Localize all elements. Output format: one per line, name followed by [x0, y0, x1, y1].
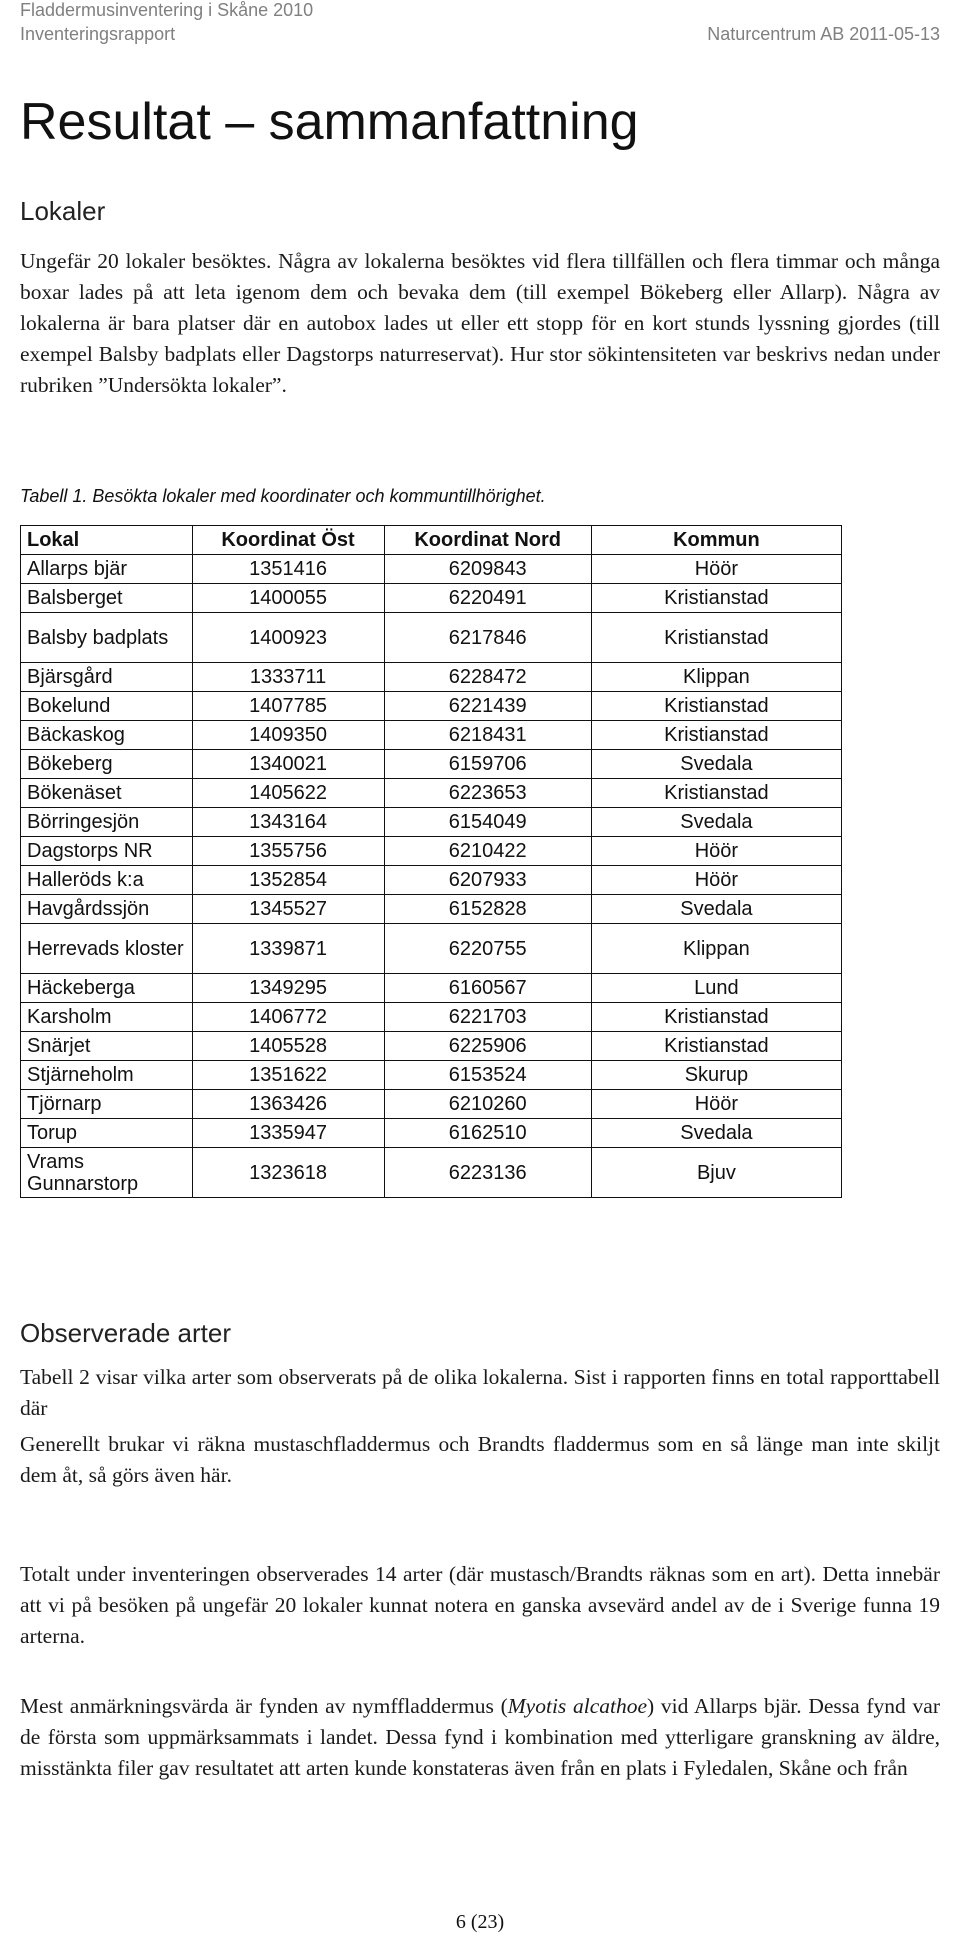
paragraph-arter-1: Tabell 2 visar vilka arter som observerats på de olika lokalerna. Sist i rapporten finns en total rapporttabell där [20, 1365, 940, 1420]
cell-koordinat-ost: 1351622 [192, 1061, 384, 1090]
column-header-lokal: Lokal [21, 526, 193, 555]
cell-lokal: Herrevads kloster [21, 924, 193, 974]
cell-lokal: Bjärsgård [21, 663, 193, 692]
table-row [21, 1061, 842, 1090]
cell-lokal: Halleröds k:a [21, 866, 193, 895]
cell-koordinat-ost: 1351416 [192, 555, 384, 584]
cell-lokal: Bökenäset [21, 779, 193, 808]
header-report-type: Inventeringsrapport [20, 24, 176, 44]
cell-koordinat-ost: 1409350 [192, 721, 384, 750]
cell-koordinat-nord: 6228472 [384, 663, 591, 692]
table-row [21, 1119, 842, 1148]
cell-kommun: Kristianstad [591, 692, 841, 721]
cell-kommun: Höör [591, 1090, 841, 1119]
cell-kommun: Kristianstad [591, 1003, 841, 1032]
cell-koordinat-ost: 1405622 [192, 779, 384, 808]
table-row [21, 555, 842, 584]
cell-lokal: Torup [21, 1119, 193, 1148]
cell-lokal: Vrams Gunnarstorp [21, 1148, 193, 1198]
section-heading-observerade-arter: Observerade arter [20, 1318, 231, 1348]
table-row [21, 866, 842, 895]
cell-koordinat-ost: 1335947 [192, 1119, 384, 1148]
paragraph-arter-2: Generellt brukar vi räkna mustaschfladdermus och Brandts fladdermus som en så länge man inte skiljt dem åt, så görs även här. [20, 1432, 940, 1487]
cell-koordinat-ost: 1355756 [192, 837, 384, 866]
cell-koordinat-ost: 1339871 [192, 924, 384, 974]
cell-koordinat-ost: 1333711 [192, 663, 384, 692]
cell-koordinat-ost: 1407785 [192, 692, 384, 721]
cell-kommun: Svedala [591, 1119, 841, 1148]
cell-lokal: Balsberget [21, 584, 193, 613]
table-row [21, 721, 842, 750]
cell-koordinat-ost: 1363426 [192, 1090, 384, 1119]
cell-koordinat-ost: 1352854 [192, 866, 384, 895]
cell-lokal: Havgårdssjön [21, 895, 193, 924]
cell-lokal: Karsholm [21, 1003, 193, 1032]
cell-kommun: Klippan [591, 924, 841, 974]
paragraph-arter-4 [20, 1691, 940, 1784]
cell-kommun: Svedala [591, 895, 841, 924]
cell-koordinat-nord: 6154049 [384, 808, 591, 837]
cell-koordinat-ost: 1405528 [192, 1032, 384, 1061]
cell-koordinat-ost: 1400055 [192, 584, 384, 613]
table-row [21, 895, 842, 924]
cell-koordinat-nord: 6221439 [384, 692, 591, 721]
cell-lokal: Börringesjön [21, 808, 193, 837]
cell-lokal: Dagstorps NR [21, 837, 193, 866]
column-header-kommun: Kommun [591, 526, 841, 555]
header-project: Fladdermusinventering i Skåne 2010 [20, 0, 314, 20]
cell-lokal: Bokelund [21, 692, 193, 721]
table-row [21, 974, 842, 1003]
cell-koordinat-nord: 6153524 [384, 1061, 591, 1090]
cell-lokal: Allarps bjär [21, 555, 193, 584]
cell-koordinat-ost: 1406772 [192, 1003, 384, 1032]
paragraph-arter-3: Totalt under inventeringen observerades 14 arter (där mustasch/Brandts räknas som en art). Detta innebär att vi på besöken på ungefär 20 lokaler kunnat notera en ganska avsevärd andel av de i Sverige funna 19 arterna. [20, 1562, 940, 1648]
table-row [21, 584, 842, 613]
cell-koordinat-nord: 6217846 [384, 613, 591, 663]
cell-kommun: Kristianstad [591, 779, 841, 808]
page-header [20, 0, 940, 52]
cell-koordinat-nord: 6210422 [384, 837, 591, 866]
table-row [21, 808, 842, 837]
table-row [21, 1003, 842, 1032]
cell-koordinat-nord: 6162510 [384, 1119, 591, 1148]
cell-kommun: Klippan [591, 663, 841, 692]
cell-koordinat-nord: 6209843 [384, 555, 591, 584]
cell-kommun: Kristianstad [591, 584, 841, 613]
page-number: 6 (23) [455, 1911, 505, 1933]
cell-koordinat-nord: 6221703 [384, 1003, 591, 1032]
cell-koordinat-ost: 1349295 [192, 974, 384, 1003]
cell-kommun: Höör [591, 866, 841, 895]
table-row [21, 1090, 842, 1119]
cell-koordinat-ost: 1340021 [192, 750, 384, 779]
table-row [21, 924, 842, 974]
cell-koordinat-ost: 1323618 [192, 1148, 384, 1198]
cell-koordinat-ost: 1400923 [192, 613, 384, 663]
table-row [21, 692, 842, 721]
cell-kommun: Svedala [591, 808, 841, 837]
table-row [21, 1148, 842, 1198]
cell-koordinat-nord: 6220491 [384, 584, 591, 613]
table-row [21, 613, 842, 663]
cell-koordinat-nord: 6225906 [384, 1032, 591, 1061]
species-name-myotis-alcathoe: Myotis alcathoe [507, 1694, 648, 1718]
table-row [21, 750, 842, 779]
cell-kommun: Bjuv [591, 1148, 841, 1198]
cell-koordinat-nord: 6160567 [384, 974, 591, 1003]
cell-koordinat-nord: 6152828 [384, 895, 591, 924]
column-header-koordinat-nord: Koordinat Nord [384, 526, 591, 555]
section-heading-lokaler: Lokaler [20, 196, 106, 226]
cell-lokal: Tjörnarp [21, 1090, 193, 1119]
cell-lokal: Stjärneholm [21, 1061, 193, 1090]
paragraph-arter-4-start: Mest anmärkningsvärda är fynden av nymffladdermus ( [20, 1694, 508, 1718]
cell-kommun: Höör [591, 555, 841, 584]
paragraph-arter-4-end: ) vid Allarps bjär. Dessa fynd var de första som uppmärksammats i landet. Dessa fynd i kombination med ytterligare granskning av äldre, misstänkta filer gav resultatet att arten kunde konstateras även från en plats i Fyledalen, Skåne och från [20, 1694, 940, 1780]
cell-koordinat-nord: 6223136 [384, 1148, 591, 1198]
cell-koordinat-nord: 6218431 [384, 721, 591, 750]
cell-kommun: Lund [591, 974, 841, 1003]
cell-lokal: Häckeberga [21, 974, 193, 1003]
cell-kommun: Kristianstad [591, 1032, 841, 1061]
cell-kommun: Skurup [591, 1061, 841, 1090]
cell-koordinat-nord: 6210260 [384, 1090, 591, 1119]
column-header-koordinat-ost: Koordinat Öst [192, 526, 384, 555]
cell-kommun: Kristianstad [591, 613, 841, 663]
table-caption: Tabell 1. Besökta lokaler med koordinater och kommuntillhörighet. [20, 486, 546, 506]
table-row [21, 837, 842, 866]
cell-koordinat-nord: 6207933 [384, 866, 591, 895]
cell-kommun: Höör [591, 837, 841, 866]
paragraph-lokaler: Ungefär 20 lokaler besöktes. Några av lokalerna besöktes vid flera tillfällen och flera timmar och många boxar lades på att leta igenom dem och bevaka dem (till exempel Bökeberg eller Allarp). Några av lokalerna är bara platser där en autobox lades ut eller ett stopp för en kort stunds lyssning gjordes (till exempel Balsby badplats eller Dagstorps naturreservat). Hur stor sökintensiteten var beskrivs nedan under rubriken ”Undersökta lokaler”. [20, 249, 940, 397]
page-title: Resultat – sammanfattning [20, 93, 639, 151]
table-row [21, 779, 842, 808]
cell-kommun: Svedala [591, 750, 841, 779]
header-author-date: Naturcentrum AB 2011-05-13 [707, 24, 940, 44]
lokaler-table [20, 525, 842, 1198]
cell-kommun: Kristianstad [591, 721, 841, 750]
cell-koordinat-ost: 1345527 [192, 895, 384, 924]
cell-koordinat-nord: 6159706 [384, 750, 591, 779]
table-header-row [21, 526, 842, 555]
table-row [21, 1032, 842, 1061]
cell-lokal: Bäckaskog [21, 721, 193, 750]
cell-koordinat-nord: 6223653 [384, 779, 591, 808]
cell-lokal: Balsby badplats [21, 613, 193, 663]
cell-lokal: Snärjet [21, 1032, 193, 1061]
table-row [21, 663, 842, 692]
cell-koordinat-ost: 1343164 [192, 808, 384, 837]
cell-lokal: Bökeberg [21, 750, 193, 779]
cell-koordinat-nord: 6220755 [384, 924, 591, 974]
